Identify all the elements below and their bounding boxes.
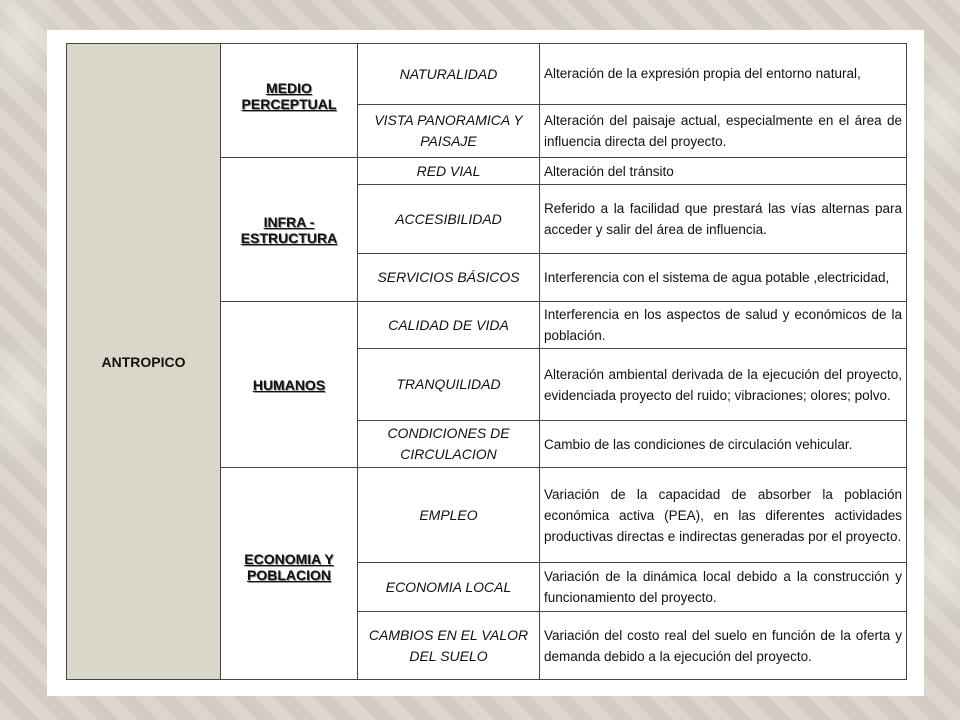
- indicator-cell: ACCESIBILIDAD: [358, 185, 540, 254]
- component-cell: ANTROPICO: [67, 44, 221, 680]
- impact-table: [66, 43, 907, 680]
- indicator-cell: RED VIAL: [358, 158, 540, 185]
- description-cell: Referido a la facilidad que prestará las vías alternas para acceder y salir del área de influencia.: [540, 185, 907, 254]
- indicator-cell: CAMBIOS EN EL VALOR DEL SUELO: [358, 612, 540, 680]
- table-row: [67, 44, 907, 105]
- indicator-cell: SERVICIOS BÁSICOS: [358, 254, 540, 302]
- factor-cell-economia-poblacion: ECONOMIA Y POBLACION: [221, 468, 358, 680]
- description-cell: Variación de la capacidad de absorber la población económica activa (PEA), en las diferentes actividades productivas directas e indirectas generadas por el proyecto.: [540, 468, 907, 563]
- factor-cell-medio-perceptual: MEDIO PERCEPTUAL: [221, 44, 358, 158]
- description-cell: Interferencia con el sistema de agua potable ,electricidad,: [540, 254, 907, 302]
- indicator-cell: EMPLEO: [358, 468, 540, 563]
- indicator-cell: ECONOMIA LOCAL: [358, 563, 540, 612]
- indicator-cell: VISTA PANORAMICA Y PAISAJE: [358, 105, 540, 158]
- indicator-cell: NATURALIDAD: [358, 44, 540, 105]
- description-cell: Alteración del tránsito: [540, 158, 907, 185]
- description-cell: Alteración del paisaje actual, especialmente en el área de influencia directa del proyecto.: [540, 105, 907, 158]
- factor-cell-humanos: HUMANOS: [221, 302, 358, 468]
- description-cell: Cambio de las condiciones de circulación vehicular.: [540, 421, 907, 468]
- indicator-cell: CONDICIONES DE CIRCULACION: [358, 421, 540, 468]
- description-cell: Variación del costo real del suelo en función de la oferta y demanda debido a la ejecución del proyecto.: [540, 612, 907, 680]
- description-cell: Variación de la dinámica local debido a la construcción y funcionamiento del proyecto.: [540, 563, 907, 612]
- indicator-cell: CALIDAD DE VIDA: [358, 302, 540, 349]
- indicator-cell: TRANQUILIDAD: [358, 349, 540, 421]
- factor-cell-infraestructura: INFRA - ESTRUCTURA: [221, 158, 358, 302]
- description-cell: Alteración de la expresión propia del entorno natural,: [540, 44, 907, 105]
- description-cell: Alteración ambiental derivada de la ejecución del proyecto, evidenciada proyecto del ruido; vibraciones; olores; polvo.: [540, 349, 907, 421]
- description-cell: Interferencia en los aspectos de salud y económicos de la población.: [540, 302, 907, 349]
